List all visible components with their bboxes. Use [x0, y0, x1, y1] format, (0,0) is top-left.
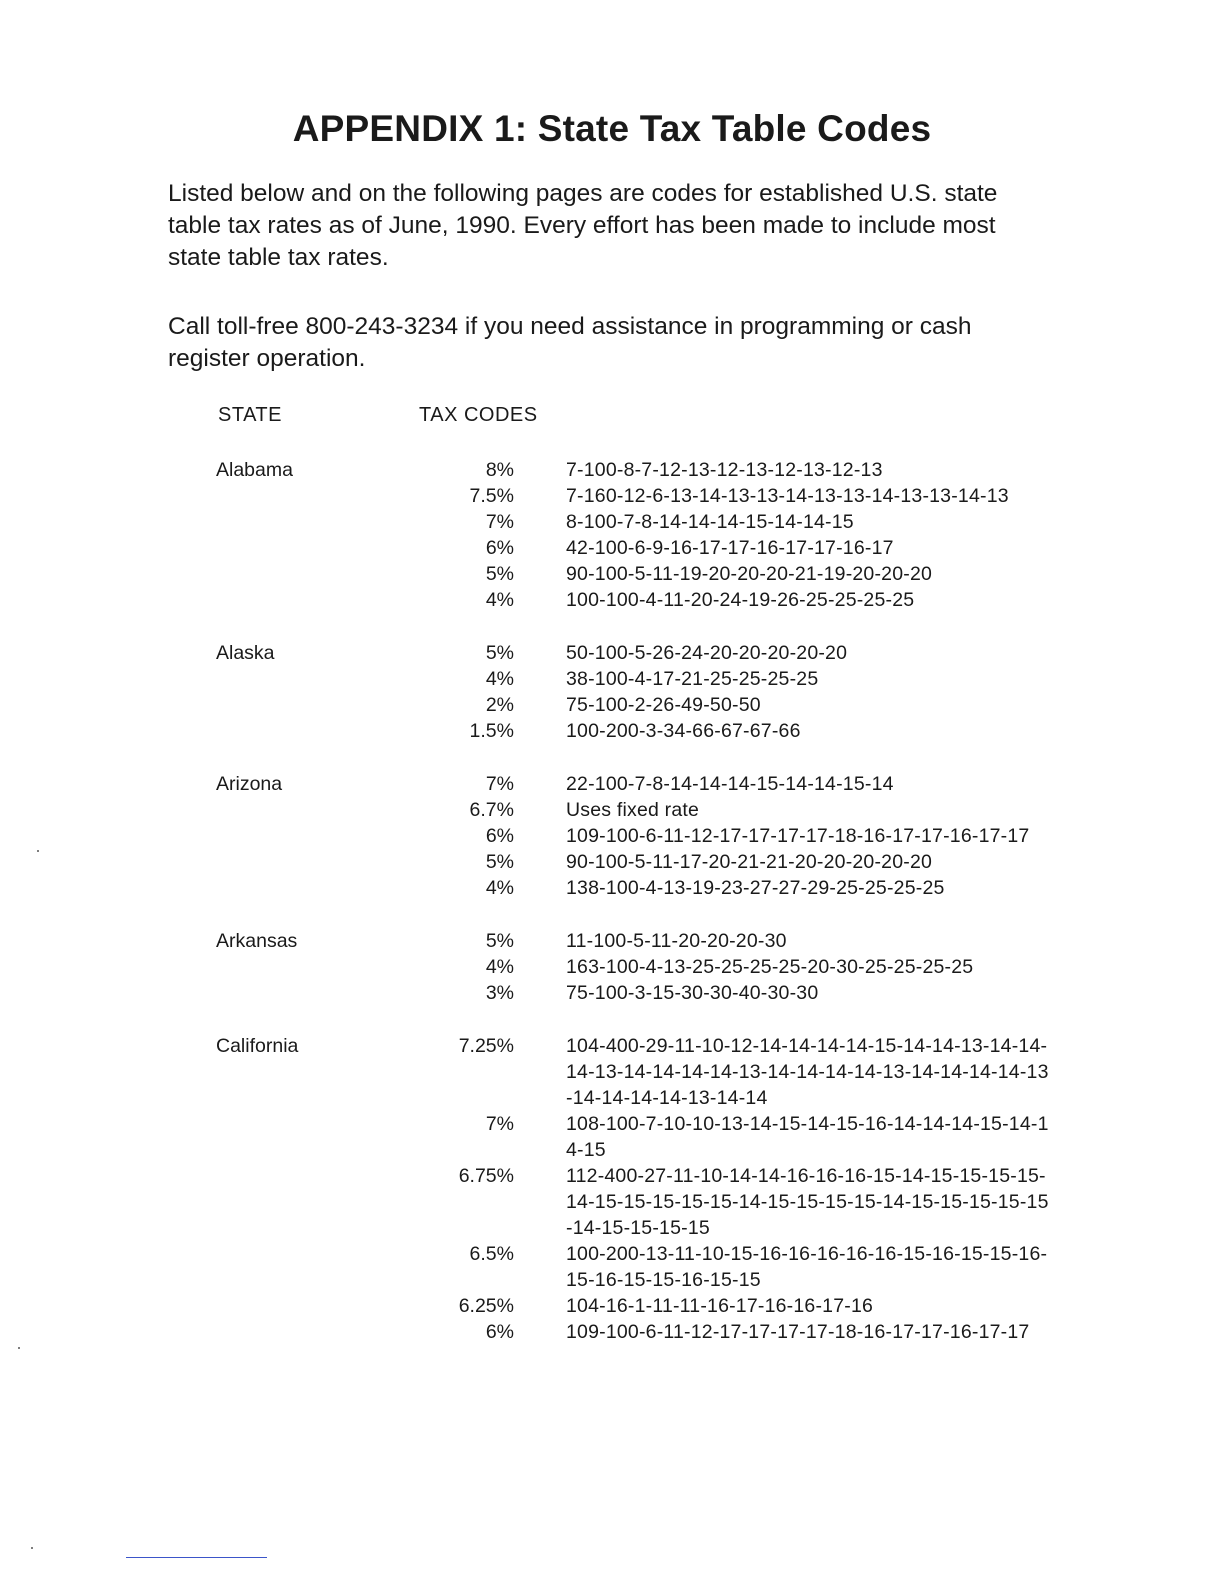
- rate-row: [214, 1033, 1074, 1111]
- tax-code: 75-100-3-15-30-30-40-30-30: [566, 982, 819, 1004]
- rate-row: [214, 980, 1074, 1006]
- tax-code: 163-100-4-13-25-25-25-25-20-30-25-25-25-25: [566, 956, 974, 978]
- tax-rate: 4%: [485, 956, 514, 978]
- tax-codes-column-header: TAX CODES: [419, 404, 538, 426]
- rate-row: [214, 457, 1074, 483]
- tax-code: 42-100-6-9-16-17-17-16-17-17-16-17: [566, 537, 894, 559]
- rate-row: [214, 797, 1074, 823]
- tax-code: 109-100-6-11-12-17-17-17-17-18-16-17-17-16-17-17: [566, 1321, 1030, 1343]
- state-column-header: STATE: [218, 404, 282, 426]
- tax-code: 8-100-7-8-14-14-14-15-14-14-15: [566, 511, 854, 533]
- tax-rate: 6%: [485, 537, 514, 559]
- rate-row: [214, 692, 1074, 718]
- state-group: [214, 928, 1074, 1006]
- tax-code: 104-400-29-11-10-12-14-14-14-14-15-14-14-13-14-14-14-13-14-14-14-14-13-14-14-14-14-13-14-14-14-14-13-14-14-14-14-13-14-14: [566, 1035, 1049, 1109]
- tax-code: Uses fixed rate: [566, 799, 700, 821]
- tax-code: 90-100-5-11-19-20-20-20-21-19-20-20-20: [566, 563, 933, 585]
- tax-code: 112-400-27-11-10-14-14-16-16-16-15-14-15-15-15-15-14-15-15-15-15-15-14-15-15-15-15-14-15-15-15-15-15-14-15-15-15-15: [566, 1165, 1049, 1239]
- tax-rate: 6.25%: [458, 1295, 514, 1317]
- tax-code: 38-100-4-17-21-25-25-25-25: [566, 668, 819, 690]
- rate-row: [214, 771, 1074, 797]
- tax-code: 138-100-4-13-19-23-27-27-29-25-25-25-25: [566, 877, 945, 899]
- rate-row: [214, 640, 1074, 666]
- tax-rate: 6.5%: [469, 1243, 514, 1265]
- state-name: Arizona: [216, 773, 283, 795]
- rate-row: [214, 928, 1074, 954]
- tax-rate: 8%: [485, 459, 514, 481]
- tax-rate: 5%: [485, 851, 514, 873]
- tax-code: 7-160-12-6-13-14-13-13-14-13-13-14-13-13-14-13: [566, 485, 1009, 507]
- rate-row: [214, 875, 1074, 901]
- rate-row: [214, 535, 1074, 561]
- tax-code: 100-200-13-11-10-15-16-16-16-16-16-15-16-15-15-16-15-16-15-15-16-15-15: [566, 1243, 1048, 1291]
- tax-rate: 5%: [485, 930, 514, 952]
- scan-speck: [37, 850, 39, 852]
- tax-code: 7-100-8-7-12-13-12-13-12-13-12-13: [566, 459, 883, 481]
- rate-row: [214, 509, 1074, 535]
- contact-paragraph: Call toll-free 800-243-3234 if you need assistance in programming or cash register operation.: [168, 313, 972, 372]
- tax-rate: 4%: [485, 877, 514, 899]
- rate-row: [214, 954, 1074, 980]
- state-group: [214, 640, 1074, 744]
- tax-code: 75-100-2-26-49-50-50: [566, 694, 761, 716]
- tax-rate: 4%: [485, 589, 514, 611]
- state-name: Arkansas: [216, 930, 298, 952]
- rate-row: [214, 849, 1074, 875]
- tax-rate: 6.7%: [469, 799, 514, 821]
- tax-rate: 6%: [485, 825, 514, 847]
- tax-rate: 2%: [485, 694, 514, 716]
- tax-code: 108-100-7-10-10-13-14-15-14-15-16-14-14-14-15-14-14-15: [566, 1113, 1049, 1161]
- rate-row: [214, 1241, 1074, 1293]
- rate-row: [214, 483, 1074, 509]
- tax-code: 104-16-1-11-11-16-17-16-16-17-16: [566, 1295, 874, 1317]
- tax-rate: 1.5%: [469, 720, 514, 742]
- tax-code: 11-100-5-11-20-20-20-30: [566, 930, 787, 952]
- rate-row: [214, 1319, 1074, 1345]
- tax-code: 22-100-7-8-14-14-14-15-14-14-15-14: [566, 773, 894, 795]
- footer-rule: [126, 1557, 267, 1558]
- rate-row: [214, 587, 1074, 613]
- tax-rate: 7%: [485, 773, 514, 795]
- tax-rate: 7.5%: [469, 485, 514, 507]
- tax-rate: 7%: [485, 1113, 514, 1135]
- tax-code: 109-100-6-11-12-17-17-17-17-18-16-17-17-16-17-17: [566, 825, 1030, 847]
- rate-row: [214, 1111, 1074, 1163]
- rate-row: [214, 718, 1074, 744]
- tax-code-table: [214, 457, 1074, 1372]
- tax-rate: 4%: [485, 668, 514, 690]
- tax-code: 90-100-5-11-17-20-21-21-20-20-20-20-20: [566, 851, 933, 873]
- rate-row: [214, 1293, 1074, 1319]
- intro-paragraph: Listed below and on the following pages are codes for established U.S. state table tax rates as of June, 1990. Every effort has been made to include most state table tax rates.: [168, 180, 998, 271]
- rate-row: [214, 823, 1074, 849]
- tax-rate: 7%: [485, 511, 514, 533]
- tax-rate: 3%: [485, 982, 514, 1004]
- tax-rate: 7.25%: [458, 1035, 514, 1057]
- page-title: APPENDIX 1: State Tax Table Codes: [292, 108, 932, 149]
- tax-rate: 6.75%: [458, 1165, 514, 1187]
- tax-code: 100-200-3-34-66-67-67-66: [566, 720, 801, 742]
- state-name: Alaska: [216, 642, 275, 664]
- state-group: [214, 457, 1074, 613]
- rate-row: [214, 666, 1074, 692]
- state-group: [214, 771, 1074, 901]
- tax-code: 100-100-4-11-20-24-19-26-25-25-25-25: [566, 589, 915, 611]
- tax-rate: 5%: [485, 642, 514, 664]
- state-name: Alabama: [216, 459, 293, 481]
- rate-row: [214, 1163, 1074, 1241]
- tax-rate: 5%: [485, 563, 514, 585]
- scan-speck: [18, 1347, 20, 1349]
- state-group: [214, 1033, 1074, 1345]
- tax-rate: 6%: [485, 1321, 514, 1343]
- rate-row: [214, 561, 1074, 587]
- state-name: California: [216, 1035, 299, 1057]
- scan-speck: [31, 1547, 33, 1549]
- tax-code: 50-100-5-26-24-20-20-20-20-20: [566, 642, 848, 664]
